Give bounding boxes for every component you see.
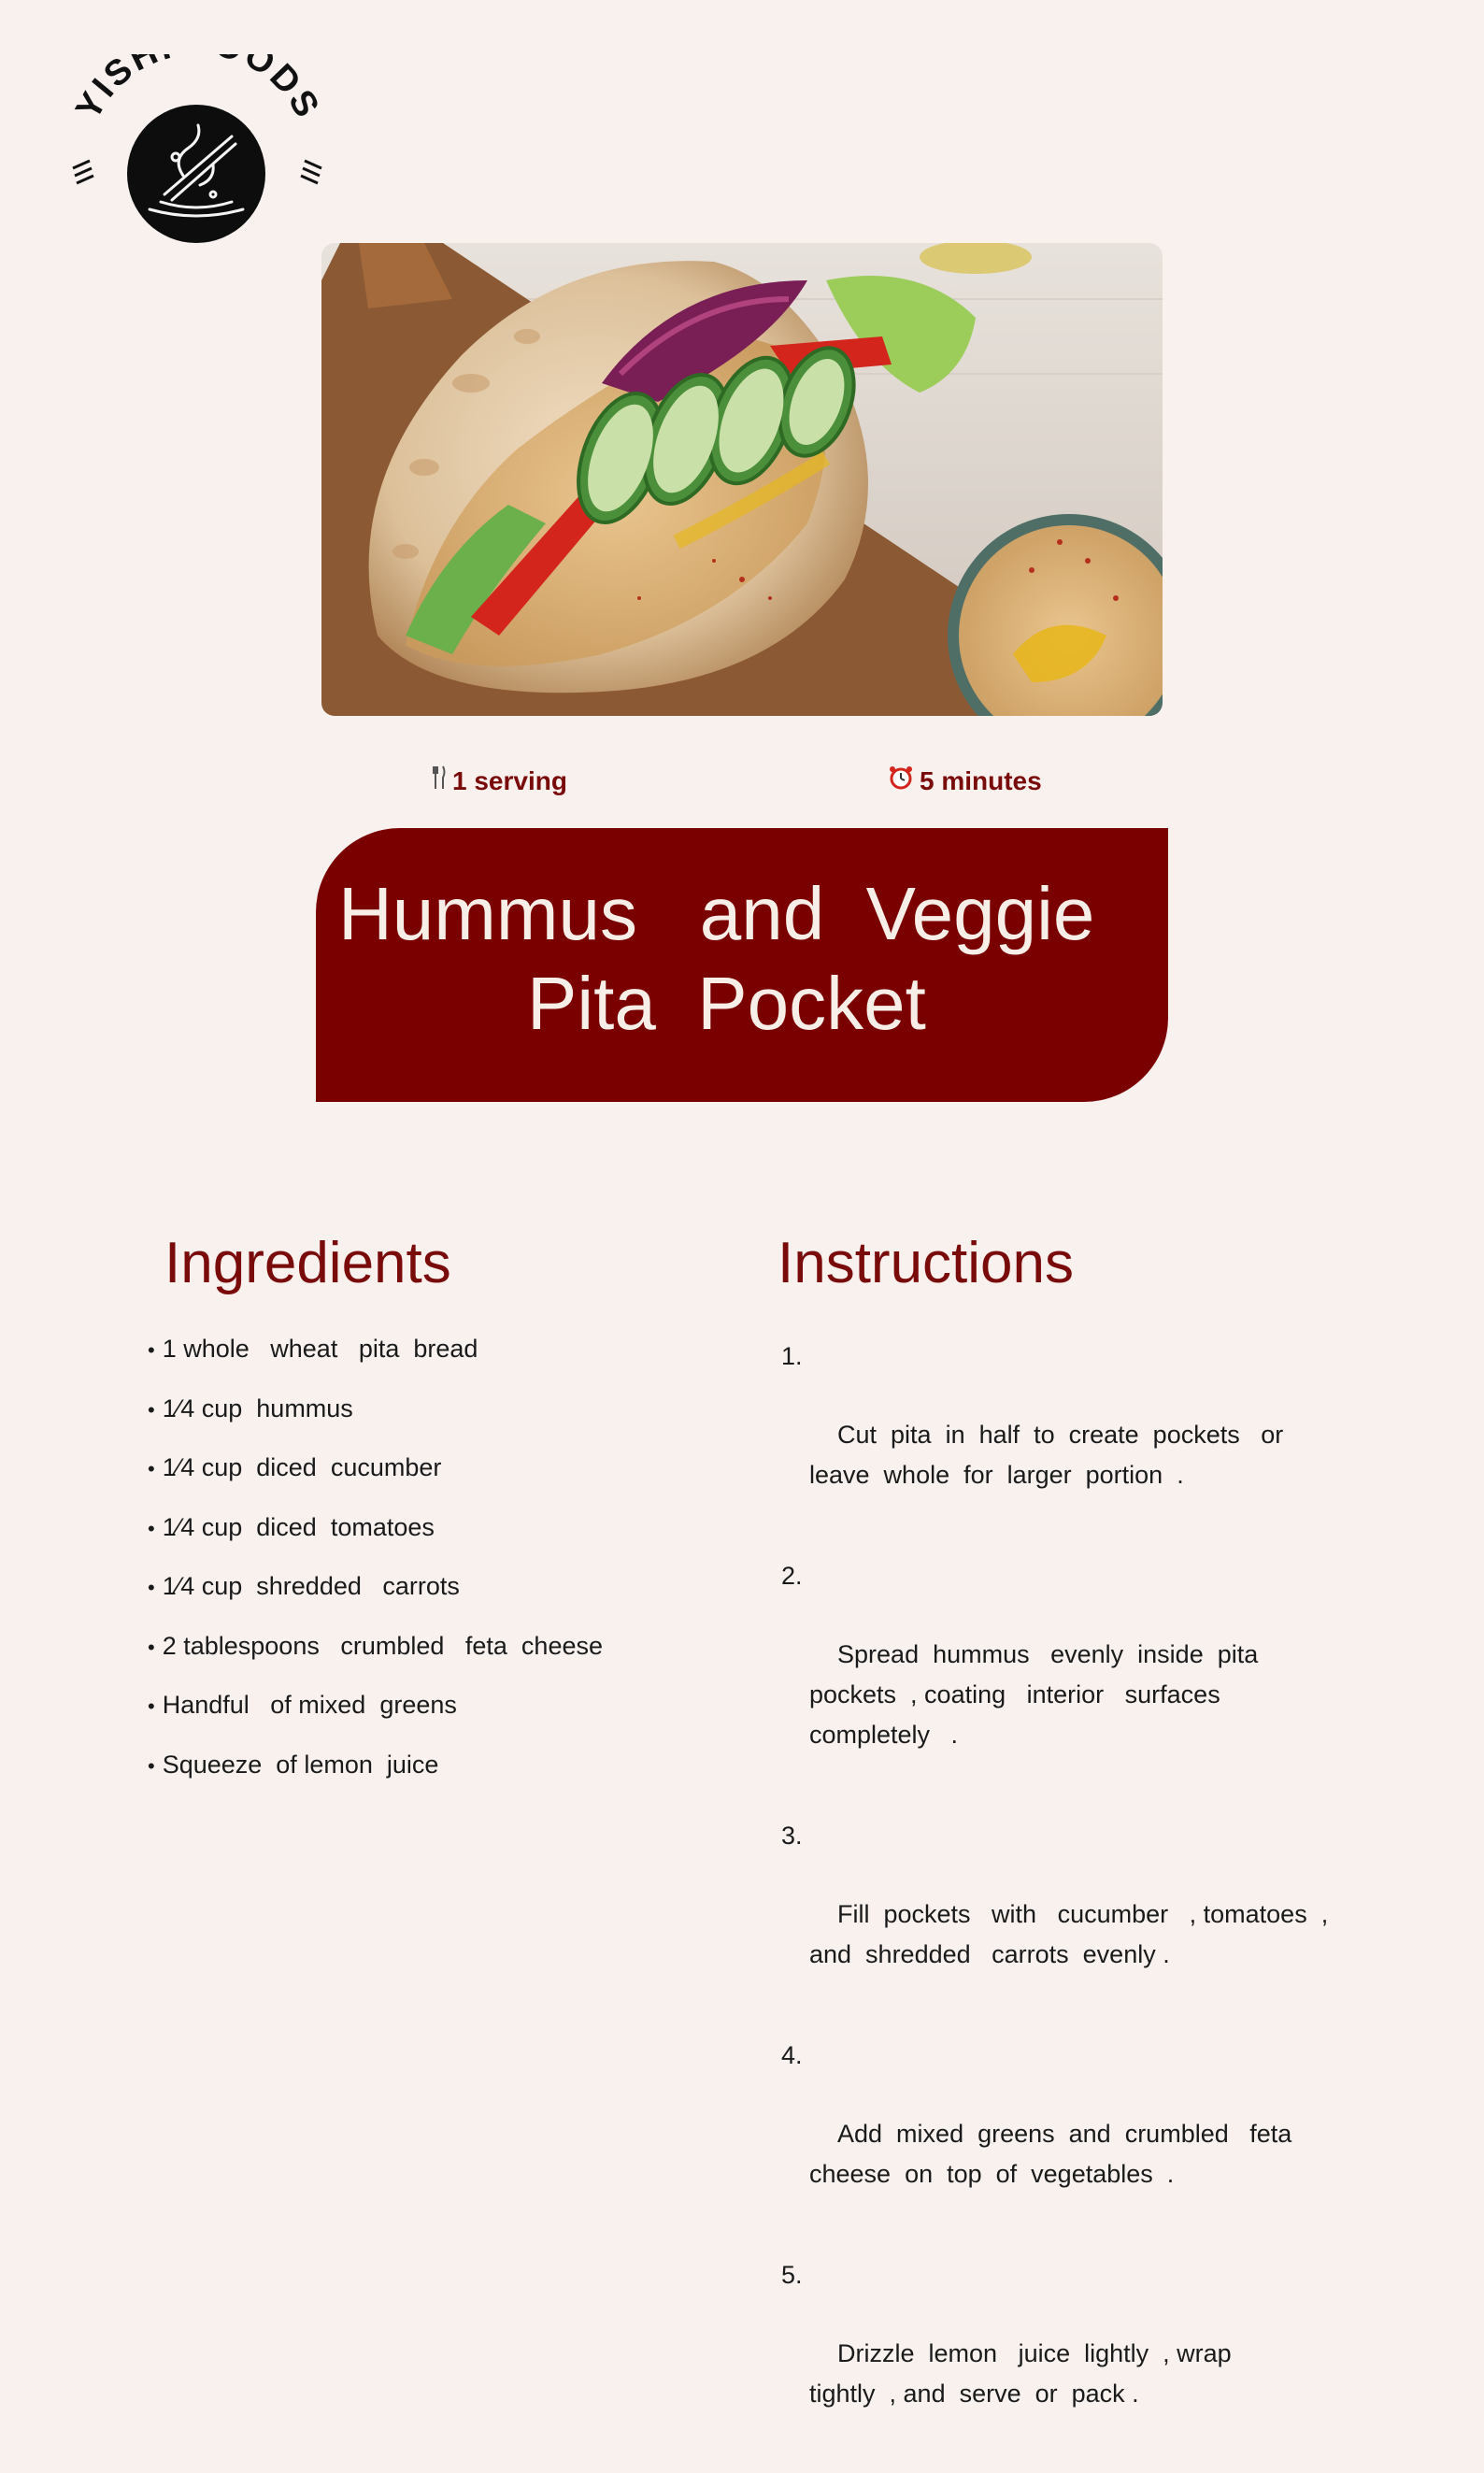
- instruction-step: [781, 2253, 1361, 2454]
- step-text: Add mixed greens and crumbled feta cheese on top of vegetables .: [809, 2120, 1292, 2188]
- step-text: Spread hummus evenly inside pita pockets , coating interior surfaces completely .: [809, 1640, 1259, 1749]
- instructions-heading: Instructions: [778, 1231, 1075, 1295]
- instructions-list: [781, 1335, 1361, 2473]
- step-number: 1.: [781, 1342, 803, 1370]
- ingredient-item: • 1 whole wheat pita bread: [148, 1335, 603, 1394]
- time-text: 5 minutes: [920, 765, 1042, 795]
- step-number: 5.: [781, 2261, 803, 2289]
- ingredient-item: • 1⁄4 cup shredded carrots: [148, 1572, 603, 1632]
- step-number: 2.: [781, 1562, 803, 1590]
- ingredients-list: [148, 1335, 603, 1809]
- recipe-title-line-1: Hummus and Veggie: [338, 872, 1095, 955]
- ingredient-item: • Squeeze of lemon juice: [148, 1751, 603, 1810]
- instruction-step: [781, 1335, 1361, 1536]
- ingredient-item: • 1⁄4 cup hummus: [148, 1394, 603, 1454]
- step-text: Drizzle lemon juice lightly , wrap tightly , and serve or pack .: [809, 2339, 1232, 2408]
- ingredient-item: • 2 tablespoons crumbled feta cheese: [148, 1632, 603, 1692]
- step-text: Fill pockets with cucumber , tomatoes , and shredded carrots evenly .: [809, 1900, 1329, 1968]
- servings-text: 1 serving: [452, 765, 567, 795]
- instruction-step: [781, 1814, 1361, 2015]
- pita-pocket-photo: [321, 243, 1163, 716]
- alarm-clock-icon: [888, 765, 914, 797]
- ingredient-item: • 1⁄4 cup diced tomatoes: [148, 1513, 603, 1573]
- recipe-title-line-2: Pita Pocket: [527, 962, 926, 1045]
- recipe-title-banner: [316, 828, 1168, 1102]
- step-number: 3.: [781, 1822, 803, 1850]
- time-info: [888, 765, 1042, 797]
- servings-info: [432, 765, 567, 797]
- instruction-step: [781, 2034, 1361, 2235]
- fork-knife-icon: [432, 765, 447, 797]
- step-text: Cut pita in half to create pockets or leave whole for larger portion .: [809, 1421, 1284, 1489]
- ingredient-item: • Handful of mixed greens: [148, 1691, 603, 1751]
- svg-text:YISHI FOODS: YISH ODS: [71, 54, 323, 126]
- instruction-step: [781, 1554, 1361, 1795]
- brand-logo: [71, 54, 323, 250]
- ingredients-heading: Ingredients: [164, 1231, 451, 1295]
- step-number: 4.: [781, 2041, 803, 2069]
- ingredient-item: • 1⁄4 cup diced cucumber: [148, 1453, 603, 1513]
